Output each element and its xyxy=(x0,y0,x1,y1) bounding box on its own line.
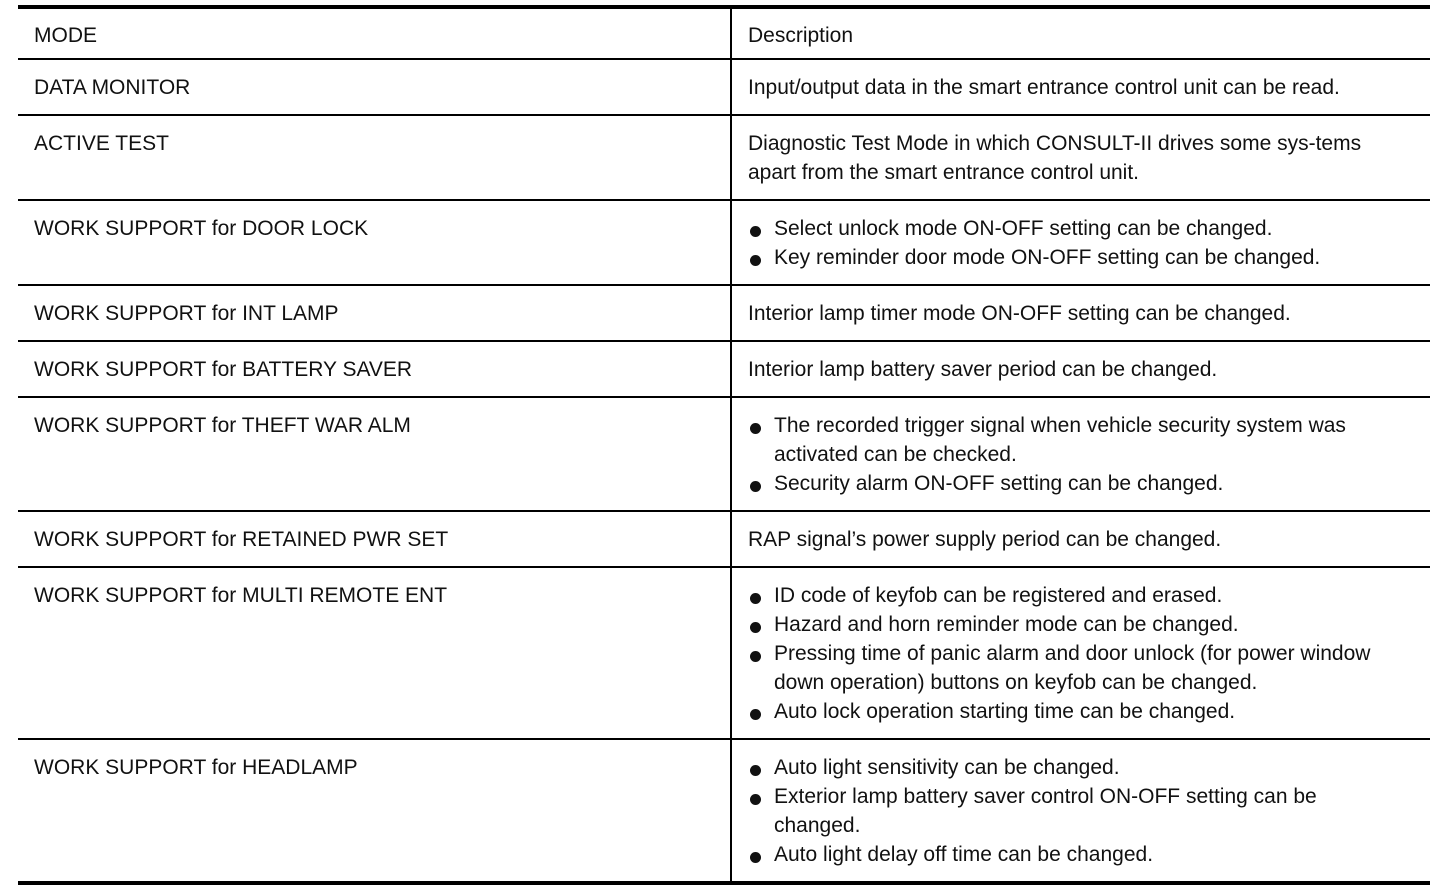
bullet-list xyxy=(748,753,1400,869)
bullet-item: Hazard and horn reminder mode can be changed. xyxy=(748,610,1424,639)
table-row xyxy=(18,200,1430,285)
mode-cell: WORK SUPPORT for HEADLAMP xyxy=(18,739,731,883)
header-description: Description xyxy=(748,24,854,47)
description-cell xyxy=(731,739,1430,883)
mode-cell: WORK SUPPORT for BATTERY SAVER xyxy=(18,341,731,397)
description-cell: Input/output data in the smart entrance control unit can be read. xyxy=(748,76,1340,99)
bullet-item: Key reminder door mode ON-OFF setting can be changed. xyxy=(748,243,1420,272)
bullet-item: Select unlock mode ON-OFF setting can be changed. xyxy=(748,214,1420,243)
table-row xyxy=(18,511,1430,567)
bullet-list xyxy=(748,411,1390,498)
mode-cell: WORK SUPPORT for DOOR LOCK xyxy=(18,200,731,285)
description-cell: RAP signal’s power supply period can be changed. xyxy=(748,528,1222,551)
table-row xyxy=(18,397,1430,511)
description-cell xyxy=(731,200,1430,285)
mode-cell: WORK SUPPORT for INT LAMP xyxy=(18,285,731,341)
bullet-item: Exterior lamp battery saver control ON-OFF setting can be changed. xyxy=(748,782,1400,840)
mode-cell: WORK SUPPORT for THEFT WAR ALM xyxy=(18,397,731,511)
mode-cell: WORK SUPPORT for MULTI REMOTE ENT xyxy=(18,567,731,739)
mode-description-table xyxy=(18,5,1430,885)
table-row xyxy=(18,739,1430,883)
bullet-item: Auto lock operation starting time can be changed. xyxy=(748,697,1424,726)
bullet-item: Auto light delay off time can be changed. xyxy=(748,840,1400,869)
table-row xyxy=(18,567,1430,739)
bullet-item: Security alarm ON-OFF setting can be changed. xyxy=(748,469,1390,498)
bullet-list xyxy=(748,214,1420,272)
mode-cell: ACTIVE TEST xyxy=(18,115,731,200)
description-cell: Interior lamp timer mode ON-OFF setting can be changed. xyxy=(748,302,1291,325)
table-row xyxy=(18,59,1430,115)
bullet-item: The recorded trigger signal when vehicle security system was activated can be checked. xyxy=(748,411,1390,469)
mode-cell: WORK SUPPORT for RETAINED PWR SET xyxy=(18,511,731,567)
header-mode: MODE xyxy=(18,7,731,59)
description-cell xyxy=(731,397,1430,511)
table-row xyxy=(18,115,1430,200)
description-cell: Interior lamp battery saver period can be changed. xyxy=(748,358,1218,381)
bullet-item: ID code of keyfob can be registered and erased. xyxy=(748,581,1424,610)
bullet-list xyxy=(748,581,1424,726)
mode-cell: DATA MONITOR xyxy=(18,59,731,115)
description-cell xyxy=(731,567,1430,739)
table-row xyxy=(18,341,1430,397)
table-row xyxy=(18,285,1430,341)
bullet-item: Auto light sensitivity can be changed. xyxy=(748,753,1400,782)
description-cell: Diagnostic Test Mode in which CONSULT-II drives some sys-tems apart from the smart entrance control unit. xyxy=(748,132,1362,184)
bullet-item: Pressing time of panic alarm and door unlock (for power window down operation) buttons on keyfob can be changed. xyxy=(748,639,1424,697)
table-header-row xyxy=(18,7,1430,59)
